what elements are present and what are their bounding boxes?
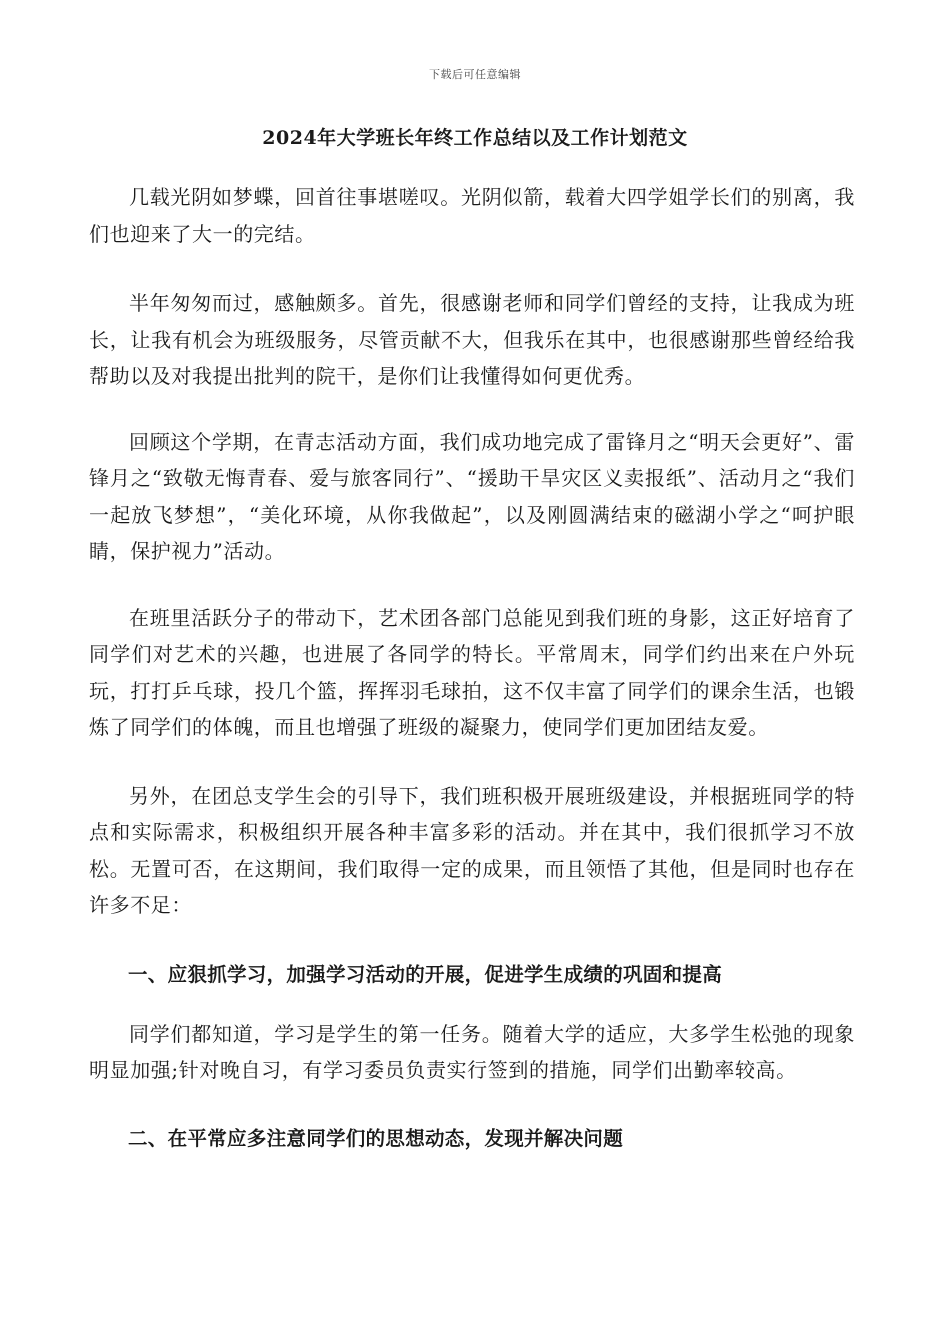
paragraph: 半年匆匆而过，感触颇多。首先，很感谢老师和同学们曾经的支持，让我成为班长，让我有机会为班级服务，尽管贡献不大，但我乐在其中，也很感谢那些曾经给我帮助以及对我提出批判的院干，是你们让我懂得如何更优秀。 [89, 291, 855, 388]
paragraph: 在班里活跃分子的带动下，艺术团各部门总能见到我们班的身影，这正好培育了同学们对艺术的兴趣，也进展了各同学的特长。平常周末，同学们约出来在户外玩玩，打打乒乓球，投几个篮，挥挥羽毛球拍，这不仅丰富了同学们的课余生活，也锻炼了同学们的体魄，而且也增强了班级的凝聚力，使同学们更加团结友爱。 [89, 605, 855, 739]
section-heading-1: 一、应狠抓学习，加强学习活动的开展，促进学生成绩的巩固和提高 [128, 962, 723, 986]
paragraph: 几载光阴如梦蝶，回首往事堪嗟叹。光阴似箭，载着大四学姐学长们的别离，我们也迎来了大一的完结。 [89, 185, 855, 246]
paragraph: 另外，在团总支学生会的引导下，我们班积极开展班级建设，并根据班同学的特点和实际需求，积极组织开展各种丰富多彩的活动。并在其中，我们很抓学习不放松。无置可否，在这期间，我们取得一定的成果，而且领悟了其他，但是同时也存在许多不足： [89, 783, 855, 917]
document-body [89, 179, 855, 1185]
document-title: 2024年大学班长年终工作总结以及工作计划范文 [262, 127, 688, 149]
header-note: 下载后可任意编辑 [429, 68, 521, 81]
section-heading-2: 二、在平常应多注意同学们的思想动态，发现并解决问题 [128, 1126, 624, 1150]
paragraph: 回顾这个学期，在青志活动方面，我们成功地完成了雷锋月之“明天会更好”、雷锋月之“致敬无悔青春、爱与旅客同行”、“援助干旱灾区义卖报纸”、活动月之“我们一起放飞梦想”，“美化环境，从你我做起”，以及刚圆满结束的磁湖小学之“呵护眼睛，保护视力”活动。 [89, 429, 855, 563]
paragraph: 同学们都知道，学习是学生的第一任务。随着大学的适应，大多学生松弛的现象明显加强;针对晚自习，有学习委员负责实行签到的措施，同学们出勤率较高。 [89, 1021, 855, 1082]
